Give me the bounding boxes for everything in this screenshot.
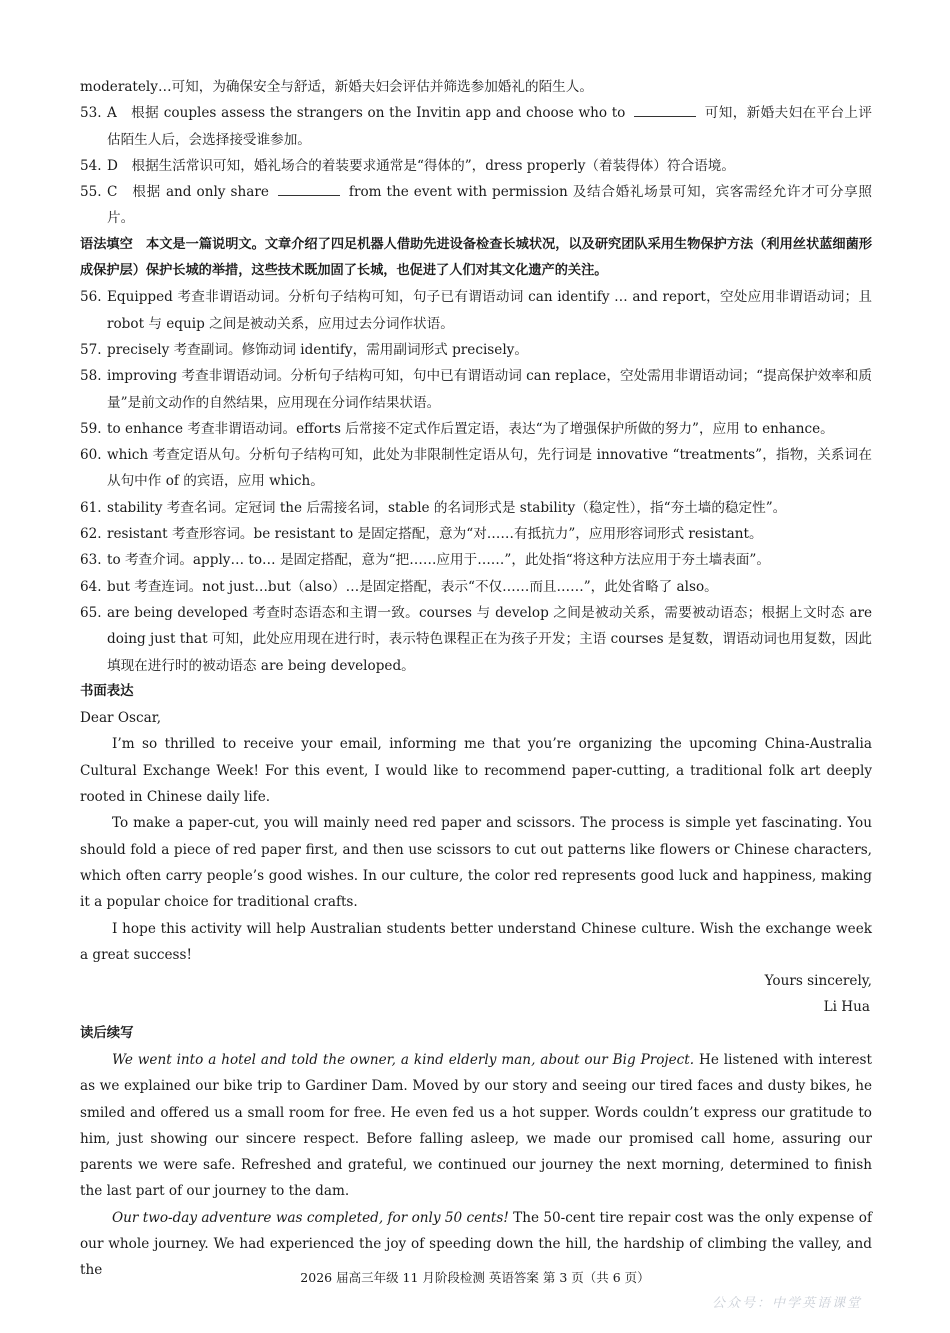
item-explanation: but 考查连词。not just…but（also）…是固定搭配，表示“不仅……而且……”，此处省略了 also。 bbox=[107, 578, 718, 595]
item-number: 64. bbox=[80, 578, 102, 595]
intro-line: moderately…可知，为确保安全与舒适，新婚夫妇会评估并筛选参加婚礼的陌生人。 bbox=[80, 79, 593, 95]
answer-item-63 bbox=[80, 547, 872, 573]
answer-item-55 bbox=[80, 179, 872, 232]
page-footer: 2026 届高三年级 11 月阶段检测 英语答案 第 3 页（共 6 页） bbox=[300, 1270, 650, 1285]
letter-closing: Yours sincerely, bbox=[764, 973, 872, 990]
section-heading-writing: 书面表达 bbox=[80, 683, 134, 699]
item-number: 59. bbox=[80, 420, 102, 437]
item-explanation bbox=[107, 179, 872, 232]
answer-item-60 bbox=[80, 442, 872, 495]
item-explanation: stability 考查名词。定冠词 the 后需接名词，stable 的名词形式是 stability（稳定性），指“夯土墙的稳定性”。 bbox=[107, 499, 787, 516]
answer-page bbox=[80, 74, 872, 1284]
item-number: 56. bbox=[80, 289, 102, 306]
item-explanation: precisely 考查副词。修饰动词 identify，需用副词形式 precisely。 bbox=[107, 341, 528, 358]
item-number: 53. bbox=[80, 105, 102, 122]
answer-item-56 bbox=[80, 284, 872, 337]
letter-paragraph: I’m so thrilled to receive your email, informing me that you’re organizing the upcoming China-Australia Cultural Exchange Week! For this event, I would like to recommend paper-cutting, a traditional folk art deeply rooted in Chinese daily life. bbox=[80, 736, 872, 806]
given-opening-sentence: We went into a hotel and told the owner, a kind elderly man, about our Big Project. bbox=[112, 1051, 695, 1068]
grammar-section-summary bbox=[80, 232, 872, 285]
story-paragraph bbox=[80, 1047, 872, 1205]
item-explanation: to enhance 考查非谓语动词。efforts 后常接不定式作后置定语，表达“为了增强保护所做的努力”，应用 to enhance。 bbox=[107, 420, 834, 437]
item-explanation: to 考查介词。apply… to… 是固定搭配，意为“把……应用于……”，此处指“将这种方法应用于夯土墙表面”。 bbox=[107, 552, 770, 569]
answer-blank bbox=[278, 182, 340, 196]
section-heading-continuation: 读后续写 bbox=[80, 1025, 134, 1041]
answer-item-64 bbox=[80, 574, 872, 600]
item-number: 62. bbox=[80, 526, 102, 543]
answer-item-53 bbox=[80, 100, 872, 153]
section-heading-grammar: 语法填空 bbox=[80, 236, 133, 252]
item-number: 60. bbox=[80, 447, 102, 464]
letter-paragraph: To make a paper-cut, you will mainly need red paper and scissors. The process is simple yet fascinating. You should fold a piece of red paper first, and then use scissors to cut out patterns like flowers or Chinese characters, which often carry people’s good wishes. In our culture, the color red represents good luck and happiness, making it a popular choice for traditional crafts. bbox=[80, 815, 872, 911]
item-number: 54. bbox=[80, 157, 102, 174]
item-explanation: are being developed 考查时态语态和主谓一致。courses 与 develop 之间是被动关系，需要被动语态；根据上文时态 are doing just that 可知，此处应用现在进行时，表示特色课程正在为孩子开发；主语 courses 是复数，谓语动词也用复数，因此填现在进行时的被动语态 are being developed。 bbox=[107, 604, 872, 674]
item-number: 55. bbox=[80, 184, 102, 201]
item-number: 63. bbox=[80, 552, 102, 569]
answer-item-62 bbox=[80, 521, 872, 547]
item-explanation: D 根据生活常识可知，婚礼场合的着装要求通常是“得体的”，dress properly（着装得体）符合语境。 bbox=[107, 157, 735, 174]
grammar-summary-text: 本文是一篇说明文。文章介绍了四足机器人借助先进设备检查长城状况，以及研究团队采用生物保护方法（利用丝状蓝细菌形成保护层）保护长城的举措，这些技术既加固了长城，也促进了人们对其文化遗产的关注。 bbox=[80, 236, 873, 279]
watermark: 公众号：中学英语课堂 bbox=[712, 1296, 863, 1311]
item-explanation: improving 考查非谓语动词。分析句子结构可知，句中已有谓语动词 can replace，空处需用非谓语动词；“提高保护效率和质量”是前文动作的自然结果，应用现在分词作结果状语。 bbox=[107, 368, 872, 411]
answer-item-59 bbox=[80, 416, 872, 442]
item-text-pre: A 根据 couples assess the strangers on the Invitin app and choose who to bbox=[107, 105, 631, 122]
letter-signature: Li Hua bbox=[823, 999, 870, 1016]
answer-blank bbox=[634, 103, 696, 117]
answer-item-61 bbox=[80, 495, 872, 521]
item-text-post: 可知，新婚夫妇在平台上评估陌生人后，会选择接受谁参加。 bbox=[107, 105, 872, 148]
item-text-post: from the event with permission 及结合婚礼场景可知，宾客需经允许才可分享照片。 bbox=[107, 184, 873, 227]
item-explanation bbox=[107, 100, 872, 153]
item-number: 58. bbox=[80, 368, 102, 385]
item-explanation: Equipped 考查非谓语动词。分析句子结构可知，句子已有谓语动词 can identify … and report，空处应用非谓语动词；且 robot 与 equip 之间是被动关系，应用过去分词作状语。 bbox=[107, 289, 872, 332]
given-opening-sentence: Our two-day adventure was completed, for only 50 cents! bbox=[112, 1209, 509, 1226]
story-text: The 50-cent tire repair cost was the only expense of our whole journey. We had experienced the joy of speeding down the hill, the hardship of climbing the valley, and the bbox=[80, 1209, 872, 1279]
item-text-pre: C 根据 and only share bbox=[107, 184, 274, 201]
letter-paragraph: I hope this activity will help Australian students better understand Chinese culture. Wish the exchange week a great success! bbox=[80, 920, 872, 963]
letter-salutation: Dear Oscar, bbox=[80, 710, 162, 727]
item-number: 57. bbox=[80, 341, 102, 358]
item-explanation: which 考查定语从句。分析句子结构可知，此处为非限制性定语从句，先行词是 innovative “treatments”，指物，关系词在从句中作 of 的宾语，应用 which。 bbox=[107, 447, 872, 490]
story-text: He listened with interest as we explained our bike trip to Gardiner Dam. Moved by our story and seeing our tired faces and dusty bikes, he smiled and offered us a small room for free. He even fed us a hot supper. Words couldn’t express our gratitude to him, just showing our sincere respect. Before falling asleep, we made our promised call home, assuring our parents we were safe. Refreshed and grateful, we continued our journey the next morning, determined to finish the last part of our journey to the dam. bbox=[80, 1051, 872, 1200]
item-number: 61. bbox=[80, 499, 102, 516]
answer-item-54 bbox=[80, 153, 872, 179]
item-number: 65. bbox=[80, 604, 102, 621]
item-explanation: resistant 考查形容词。be resistant to 是固定搭配，意为“对……有抵抗力”，应用形容词形式 resistant。 bbox=[107, 526, 763, 543]
answer-item-65 bbox=[80, 600, 872, 679]
answer-item-57 bbox=[80, 337, 872, 363]
answer-item-58 bbox=[80, 363, 872, 416]
